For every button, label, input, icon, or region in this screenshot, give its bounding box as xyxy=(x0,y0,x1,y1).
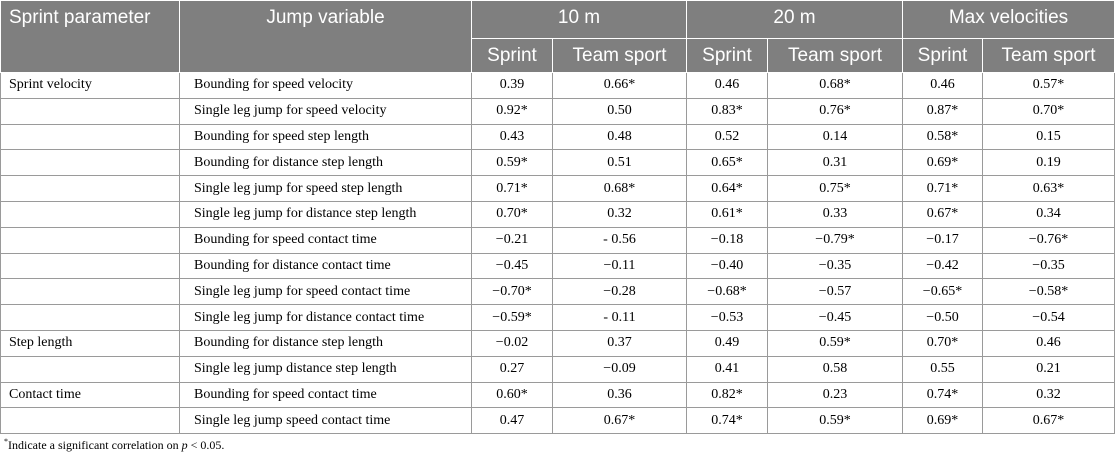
table-row xyxy=(1,330,1115,356)
cell-10m-team-sport: - 0.56 xyxy=(553,227,687,253)
cell-20m-sprint: 0.65* xyxy=(687,150,768,176)
cell-max-team-sport: −0.76* xyxy=(983,227,1115,253)
header-max-team-sport: Team sport xyxy=(983,39,1115,73)
cell-sprint-parameter xyxy=(1,176,180,202)
header-20m-sprint: Sprint xyxy=(687,39,768,73)
cell-max-team-sport: 0.19 xyxy=(983,150,1115,176)
cell-jump-variable: Single leg jump for distance contact time xyxy=(180,305,472,331)
footnote-mark: * xyxy=(4,437,8,446)
cell-max-sprint: −0.50 xyxy=(903,305,983,331)
header-max-sprint: Sprint xyxy=(903,39,983,73)
cell-max-sprint: 0.67* xyxy=(903,201,983,227)
cell-max-sprint: 0.70* xyxy=(903,330,983,356)
cell-10m-team-sport: 0.36 xyxy=(553,382,687,408)
cell-10m-sprint: −0.45 xyxy=(472,253,553,279)
table-row xyxy=(1,356,1115,382)
cell-10m-team-sport: - 0.11 xyxy=(553,305,687,331)
cell-max-sprint: 0.74* xyxy=(903,382,983,408)
cell-20m-sprint: 0.82* xyxy=(687,382,768,408)
cell-10m-team-sport: 0.32 xyxy=(553,201,687,227)
cell-10m-team-sport: 0.68* xyxy=(553,176,687,202)
cell-max-team-sport: 0.67* xyxy=(983,408,1115,434)
table-row xyxy=(1,150,1115,176)
cell-max-team-sport: 0.34 xyxy=(983,201,1115,227)
cell-10m-team-sport: −0.11 xyxy=(553,253,687,279)
cell-20m-sprint: −0.53 xyxy=(687,305,768,331)
cell-10m-sprint: 0.60* xyxy=(472,382,553,408)
cell-10m-sprint: 0.59* xyxy=(472,150,553,176)
cell-max-team-sport: 0.70* xyxy=(983,98,1115,124)
cell-jump-variable: Bounding for speed contact time xyxy=(180,382,472,408)
cell-20m-team-sport: −0.45 xyxy=(768,305,903,331)
cell-20m-team-sport: 0.23 xyxy=(768,382,903,408)
table-body xyxy=(1,73,1115,434)
cell-jump-variable: Bounding for distance contact time xyxy=(180,253,472,279)
cell-jump-variable: Single leg jump speed contact time xyxy=(180,408,472,434)
cell-10m-sprint: 0.71* xyxy=(472,176,553,202)
cell-20m-team-sport: −0.35 xyxy=(768,253,903,279)
cell-sprint-parameter xyxy=(1,227,180,253)
cell-max-team-sport: −0.35 xyxy=(983,253,1115,279)
cell-10m-team-sport: 0.48 xyxy=(553,124,687,150)
cell-10m-sprint: 0.39 xyxy=(472,73,553,99)
cell-10m-sprint: 0.47 xyxy=(472,408,553,434)
cell-jump-variable: Single leg jump distance step length xyxy=(180,356,472,382)
cell-10m-sprint: −0.02 xyxy=(472,330,553,356)
cell-jump-variable: Single leg jump for distance step length xyxy=(180,201,472,227)
cell-sprint-parameter: Contact time xyxy=(1,382,180,408)
cell-20m-sprint: −0.18 xyxy=(687,227,768,253)
cell-20m-sprint: 0.41 xyxy=(687,356,768,382)
cell-20m-sprint: 0.52 xyxy=(687,124,768,150)
footnote-condition: < 0.05. xyxy=(187,438,225,452)
cell-sprint-parameter xyxy=(1,98,180,124)
cell-sprint-parameter xyxy=(1,150,180,176)
cell-20m-team-sport: 0.33 xyxy=(768,201,903,227)
cell-max-team-sport: 0.21 xyxy=(983,356,1115,382)
cell-sprint-parameter xyxy=(1,253,180,279)
table-row xyxy=(1,279,1115,305)
cell-20m-team-sport: −0.57 xyxy=(768,279,903,305)
cell-jump-variable: Single leg jump for speed velocity xyxy=(180,98,472,124)
cell-10m-sprint: 0.43 xyxy=(472,124,553,150)
cell-jump-variable: Bounding for distance step length xyxy=(180,150,472,176)
footnote xyxy=(4,438,224,453)
cell-20m-sprint: 0.64* xyxy=(687,176,768,202)
cell-max-team-sport: 0.46 xyxy=(983,330,1115,356)
cell-10m-team-sport: −0.28 xyxy=(553,279,687,305)
cell-jump-variable: Bounding for speed step length xyxy=(180,124,472,150)
table-row xyxy=(1,227,1115,253)
cell-10m-team-sport: 0.66* xyxy=(553,73,687,99)
cell-20m-sprint: −0.68* xyxy=(687,279,768,305)
cell-jump-variable: Single leg jump for speed contact time xyxy=(180,279,472,305)
cell-sprint-parameter xyxy=(1,201,180,227)
table-row xyxy=(1,201,1115,227)
cell-max-sprint: 0.71* xyxy=(903,176,983,202)
cell-10m-team-sport: 0.51 xyxy=(553,150,687,176)
cell-20m-sprint: 0.74* xyxy=(687,408,768,434)
cell-jump-variable: Bounding for distance step length xyxy=(180,330,472,356)
cell-20m-team-sport: 0.59* xyxy=(768,408,903,434)
footnote-p-symbol: p xyxy=(181,438,188,452)
cell-20m-sprint: 0.46 xyxy=(687,73,768,99)
header-10m-team-sport: Team sport xyxy=(553,39,687,73)
cell-sprint-parameter xyxy=(1,408,180,434)
cell-max-team-sport: −0.58* xyxy=(983,279,1115,305)
cell-sprint-parameter xyxy=(1,305,180,331)
cell-20m-sprint: −0.40 xyxy=(687,253,768,279)
header-row-groups xyxy=(1,1,1115,39)
footnote-text: Indicate a significant correlation on xyxy=(8,438,182,452)
table-row xyxy=(1,73,1115,99)
header-group-10m: 10 m xyxy=(472,1,687,39)
cell-20m-team-sport: 0.68* xyxy=(768,73,903,99)
header-group-max-velocities: Max velocities xyxy=(903,1,1115,39)
cell-max-sprint: 0.55 xyxy=(903,356,983,382)
cell-10m-sprint: 0.27 xyxy=(472,356,553,382)
cell-sprint-parameter: Sprint velocity xyxy=(1,73,180,99)
cell-max-sprint: −0.65* xyxy=(903,279,983,305)
cell-20m-team-sport: 0.59* xyxy=(768,330,903,356)
cell-sprint-parameter: Step length xyxy=(1,330,180,356)
cell-jump-variable: Single leg jump for speed step length xyxy=(180,176,472,202)
cell-max-sprint: 0.69* xyxy=(903,408,983,434)
cell-max-sprint: 0.58* xyxy=(903,124,983,150)
cell-max-team-sport: −0.54 xyxy=(983,305,1115,331)
cell-max-sprint: −0.42 xyxy=(903,253,983,279)
table-row xyxy=(1,176,1115,202)
cell-max-sprint: −0.17 xyxy=(903,227,983,253)
header-group-20m: 20 m xyxy=(687,1,903,39)
header-20m-team-sport: Team sport xyxy=(768,39,903,73)
table-row xyxy=(1,305,1115,331)
cell-10m-team-sport: 0.50 xyxy=(553,98,687,124)
header-10m-sprint: Sprint xyxy=(472,39,553,73)
cell-max-team-sport: 0.57* xyxy=(983,73,1115,99)
cell-max-team-sport: 0.63* xyxy=(983,176,1115,202)
cell-20m-team-sport: 0.58 xyxy=(768,356,903,382)
table-row xyxy=(1,253,1115,279)
cell-sprint-parameter xyxy=(1,356,180,382)
cell-10m-sprint: −0.59* xyxy=(472,305,553,331)
cell-20m-team-sport: −0.79* xyxy=(768,227,903,253)
header-sprint-parameter: Sprint parameter xyxy=(1,1,180,73)
cell-max-sprint: 0.69* xyxy=(903,150,983,176)
cell-max-team-sport: 0.15 xyxy=(983,124,1115,150)
header-jump-variable: Jump variable xyxy=(180,1,472,73)
cell-20m-team-sport: 0.75* xyxy=(768,176,903,202)
cell-max-team-sport: 0.32 xyxy=(983,382,1115,408)
cell-jump-variable: Bounding for speed velocity xyxy=(180,73,472,99)
cell-10m-sprint: −0.21 xyxy=(472,227,553,253)
cell-20m-team-sport: 0.76* xyxy=(768,98,903,124)
table-row xyxy=(1,124,1115,150)
cell-20m-team-sport: 0.14 xyxy=(768,124,903,150)
cell-sprint-parameter xyxy=(1,124,180,150)
table-row xyxy=(1,408,1115,434)
cell-10m-team-sport: 0.67* xyxy=(553,408,687,434)
cell-10m-sprint: 0.92* xyxy=(472,98,553,124)
cell-10m-team-sport: −0.09 xyxy=(553,356,687,382)
cell-max-sprint: 0.46 xyxy=(903,73,983,99)
cell-max-sprint: 0.87* xyxy=(903,98,983,124)
cell-jump-variable: Bounding for speed contact time xyxy=(180,227,472,253)
cell-20m-team-sport: 0.31 xyxy=(768,150,903,176)
table-row xyxy=(1,98,1115,124)
cell-10m-team-sport: 0.37 xyxy=(553,330,687,356)
cell-sprint-parameter xyxy=(1,279,180,305)
cell-20m-sprint: 0.49 xyxy=(687,330,768,356)
cell-10m-sprint: 0.70* xyxy=(472,201,553,227)
cell-10m-sprint: −0.70* xyxy=(472,279,553,305)
table-row xyxy=(1,382,1115,408)
cell-20m-sprint: 0.83* xyxy=(687,98,768,124)
cell-20m-sprint: 0.61* xyxy=(687,201,768,227)
